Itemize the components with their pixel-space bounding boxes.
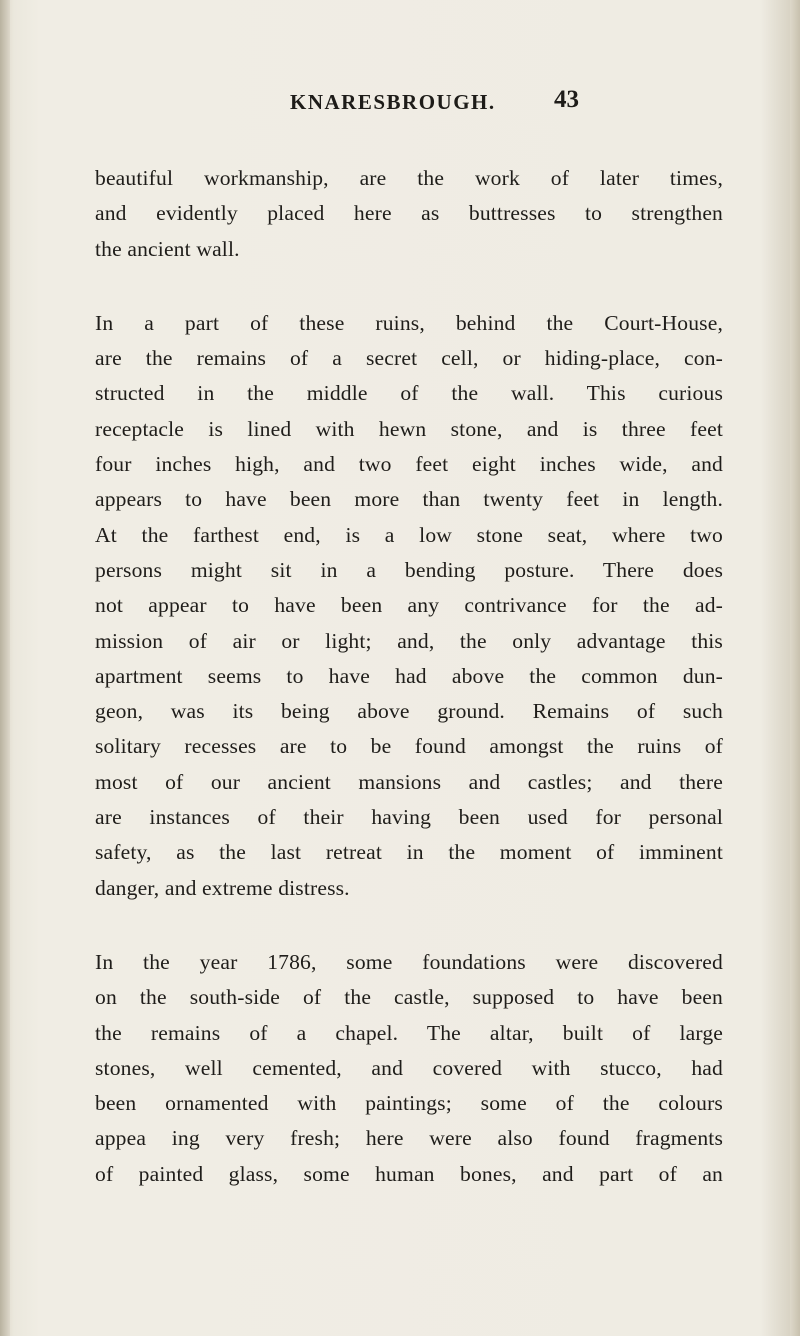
text-line: and evidently placed here as buttresses to strengthen (95, 201, 723, 226)
text-line: geon, was its being above ground. Remains of such (95, 699, 723, 724)
text-line: In a part of these ruins, behind the Court-House, (95, 310, 723, 335)
text-line: safety, as the last retreat in the moment of imminent (95, 840, 723, 865)
running-title: KNARESBROUGH. (290, 90, 496, 114)
text-line: In the year 1786, some foundations were discovered (95, 949, 723, 974)
text-line: the ancient wall. (95, 236, 240, 261)
text-line: danger, and extreme distress. (95, 875, 350, 900)
text-line: not appear to have been any contrivance for the ad- (95, 593, 723, 618)
text-line: most of our ancient mansions and castles; and there (95, 769, 723, 794)
text-line: apartment seems to have had above the common dun- (95, 663, 723, 688)
text-line: of painted glass, some human bones, and part of an (95, 1161, 723, 1186)
paragraph-gap (95, 906, 723, 945)
text-line: mission of air or light; and, the only advantage this (95, 628, 723, 653)
page-number: 43 (554, 86, 579, 113)
text-line: beautiful workmanship, are the work of later times, (95, 166, 723, 190)
paragraph-3 (95, 945, 723, 1192)
text-line: persons might sit in a bending posture. There does (95, 557, 723, 582)
text-line: been ornamented with paintings; some of the colours (95, 1091, 723, 1116)
text-line: four inches high, and two feet eight inches wide, and (95, 452, 723, 477)
text-line: are the remains of a secret cell, or hiding-place, con- (95, 346, 723, 371)
paragraph-gap (95, 267, 723, 306)
body-text (95, 161, 723, 1192)
paragraph-1 (95, 161, 723, 267)
paragraph-2 (95, 306, 723, 906)
text-line: receptacle is lined with hewn stone, and is three feet (95, 416, 723, 441)
running-head (60, 86, 780, 130)
text-line: structed in the middle of the wall. This curious (95, 381, 723, 406)
text-line: appea ing very fresh; here were also found fragments (95, 1126, 723, 1151)
page-left-edge (0, 0, 10, 1336)
text-line: are instances of their having been used for personal (95, 805, 723, 830)
text-line: stones, well cemented, and covered with stucco, had (95, 1055, 723, 1080)
text-line: At the farthest end, is a low stone seat, where two (95, 522, 723, 547)
text-line: solitary recesses are to be found amongst the ruins of (95, 734, 723, 759)
text-line: the remains of a chapel. The altar, built of large (95, 1020, 723, 1045)
text-line: on the south-side of the castle, supposed to have been (95, 985, 723, 1010)
text-line: appears to have been more than twenty feet in length. (95, 487, 723, 512)
page-right-edge (790, 0, 800, 1336)
